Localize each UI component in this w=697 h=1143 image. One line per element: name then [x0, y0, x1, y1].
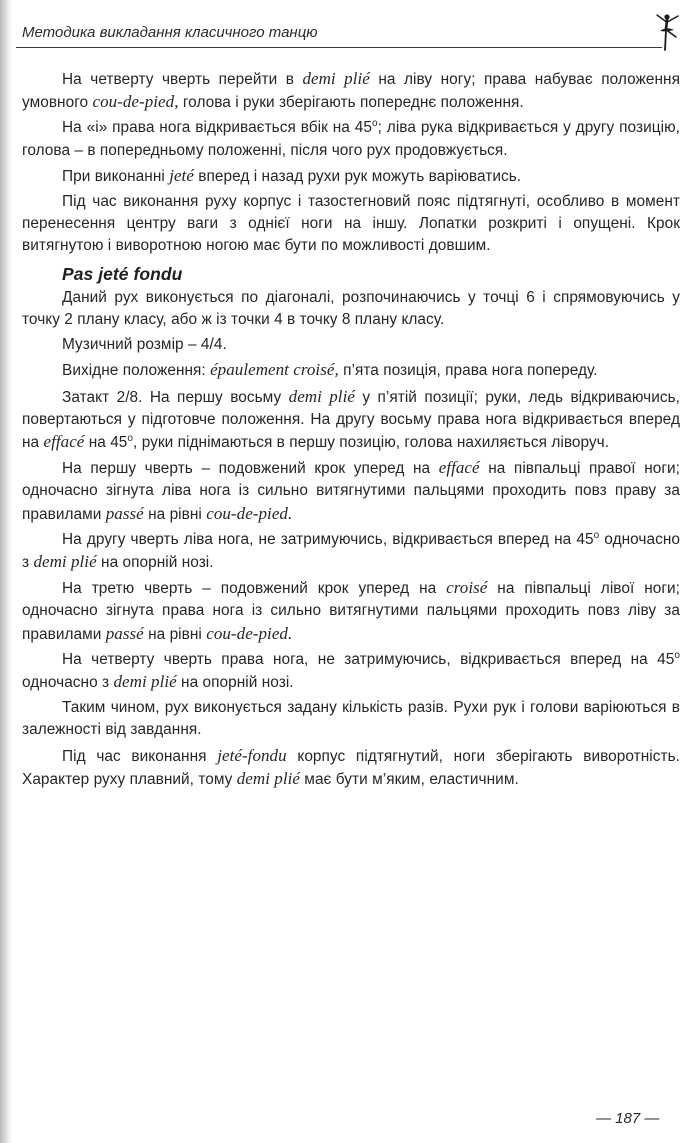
- text-run: На четверту чверть перейти в: [62, 71, 303, 88]
- ballet-term: épaulement croisé,: [210, 360, 339, 380]
- section-heading: Pas jeté fondu: [62, 263, 183, 284]
- paragraph: Під час виконання руху корпус і тазостегновий пояс підтягнуті, особливо в момент перенесення центру ваги з однієї ноги на іншу. Лопатки розкриті і опущені. Крок витягнутою і виворотною ногою має бути по можливості довшим.: [22, 193, 680, 255]
- text-run: Під час виконання: [62, 747, 218, 765]
- paragraph: Таким чином, рух виконується задану кількість разів. Рухи рук і голови варіюються в залежності від завдання.: [22, 699, 680, 739]
- text-run: має бути м’яким, еластичним.: [299, 770, 519, 788]
- paragraph: [22, 68, 680, 114]
- text-run: Вихідне положення:: [62, 362, 211, 380]
- ballet-term: passé: [105, 503, 144, 523]
- text-run: на ліву ногу; права набуває положення умовного: [22, 71, 680, 112]
- text-run: на опорній нозі.: [96, 554, 214, 572]
- text-run: На «і» права нога відкривається вбік на 45: [62, 119, 372, 137]
- text-run: Затакт 2/8. На першу восьму: [62, 388, 289, 406]
- text-run: При виконанні: [62, 167, 170, 185]
- paragraph: Музичний розмір – 4/4.: [62, 336, 227, 354]
- text-run: одночасно з: [22, 674, 114, 692]
- ballet-term: croisé: [446, 578, 488, 598]
- ballet-term: demi plié: [236, 768, 300, 788]
- ballet-term: cou-de-pied.: [206, 503, 293, 523]
- degree-sign: о: [674, 649, 680, 661]
- text-run: на півпальці лівої ноги; одночасно зігнута права нога із сильно витягнутими пальцями проходить повз ліву за правилами: [22, 580, 680, 643]
- ballet-term: demi plié: [33, 552, 97, 572]
- paragraph: [22, 165, 680, 188]
- paragraph: [22, 529, 680, 574]
- text-run: , руки піднімаються в першу позицію, голова нахиляється ліворуч.: [133, 434, 610, 452]
- text-run: На першу чверть – подовжений крок уперед на: [62, 460, 439, 478]
- running-header-title: Методика викладання класичного танцю: [22, 24, 318, 41]
- ballet-term: cou-de-pied.: [206, 623, 293, 643]
- paragraph: [22, 386, 680, 455]
- paragraph: [22, 359, 680, 382]
- ballerina-silhouette-icon: [652, 10, 682, 52]
- header-rule: [16, 47, 662, 48]
- paragraph: [22, 117, 680, 161]
- ballet-term: jeté: [169, 165, 194, 185]
- ballet-term: jeté-fondu: [217, 745, 287, 765]
- ballet-term: effacé: [43, 432, 85, 452]
- paragraph: [22, 745, 680, 791]
- page-number: — 187 —: [596, 1110, 660, 1127]
- ballet-term: demi plié: [302, 69, 370, 88]
- paragraph: [22, 649, 680, 694]
- text-run: На другу чверть ліва нога, не затримуючись, відкривається вперед на 45: [62, 530, 594, 548]
- ballet-term: demi plié: [288, 386, 355, 406]
- paragraph: [22, 577, 680, 646]
- text-run: голова і руки зберігають попереднє положення.: [178, 94, 524, 112]
- ballet-term: passé: [105, 623, 144, 643]
- text-run: на 45: [84, 434, 128, 452]
- degree-sign: о: [127, 433, 134, 445]
- degree-sign: о: [372, 118, 378, 130]
- text-run: на рівні: [143, 505, 207, 523]
- text-run: На четверту чверть права нога, не затримуючись, відкривається вперед на 45: [62, 650, 675, 668]
- paragraph: [22, 457, 680, 526]
- degree-sign: о: [593, 529, 600, 541]
- paragraph: Даний рух виконується по діагоналі, розпочинаючись у точці 6 і спрямовуючись у точку 2 плану класу, або ж із точки 4 в точку 8 плану класу.: [22, 288, 680, 329]
- text-run: на рівні: [143, 625, 207, 643]
- ballet-term: cou-de-pied,: [92, 92, 179, 112]
- page-spine-shadow: [0, 0, 12, 1143]
- body-text: [22, 68, 680, 794]
- text-run: одночасно з: [22, 530, 680, 572]
- ballet-term: demi plié: [113, 672, 177, 692]
- text-run: на опорній нозі.: [176, 674, 294, 692]
- ballet-term: effacé: [438, 458, 480, 478]
- text-run: п’ята позиція, права нога попереду.: [338, 362, 598, 380]
- text-run: вперед і назад рухи рук можуть варіюватись.: [193, 167, 522, 185]
- text-run: на півпальці правої ноги; одночасно зігнута ліва нога із сильно витягнутими пальцями проходить повз праву за правилами: [22, 460, 680, 523]
- text-run: корпус підтягнутий, ноги зберігають виворотність. Характер руху плавний, тому: [22, 747, 680, 788]
- text-run: ; ліва рука відкривається у другу позицію, голова – в попередньому положенні, після чого рух продовжується.: [22, 119, 680, 159]
- text-run: у п’ятій позиції; руки, ледь відкриваючись, повертаються у підготовче положення. На другу восьму права нога відкривається вперед на: [22, 388, 680, 452]
- text-run: На третю чверть – подовжений крок уперед на: [62, 580, 447, 598]
